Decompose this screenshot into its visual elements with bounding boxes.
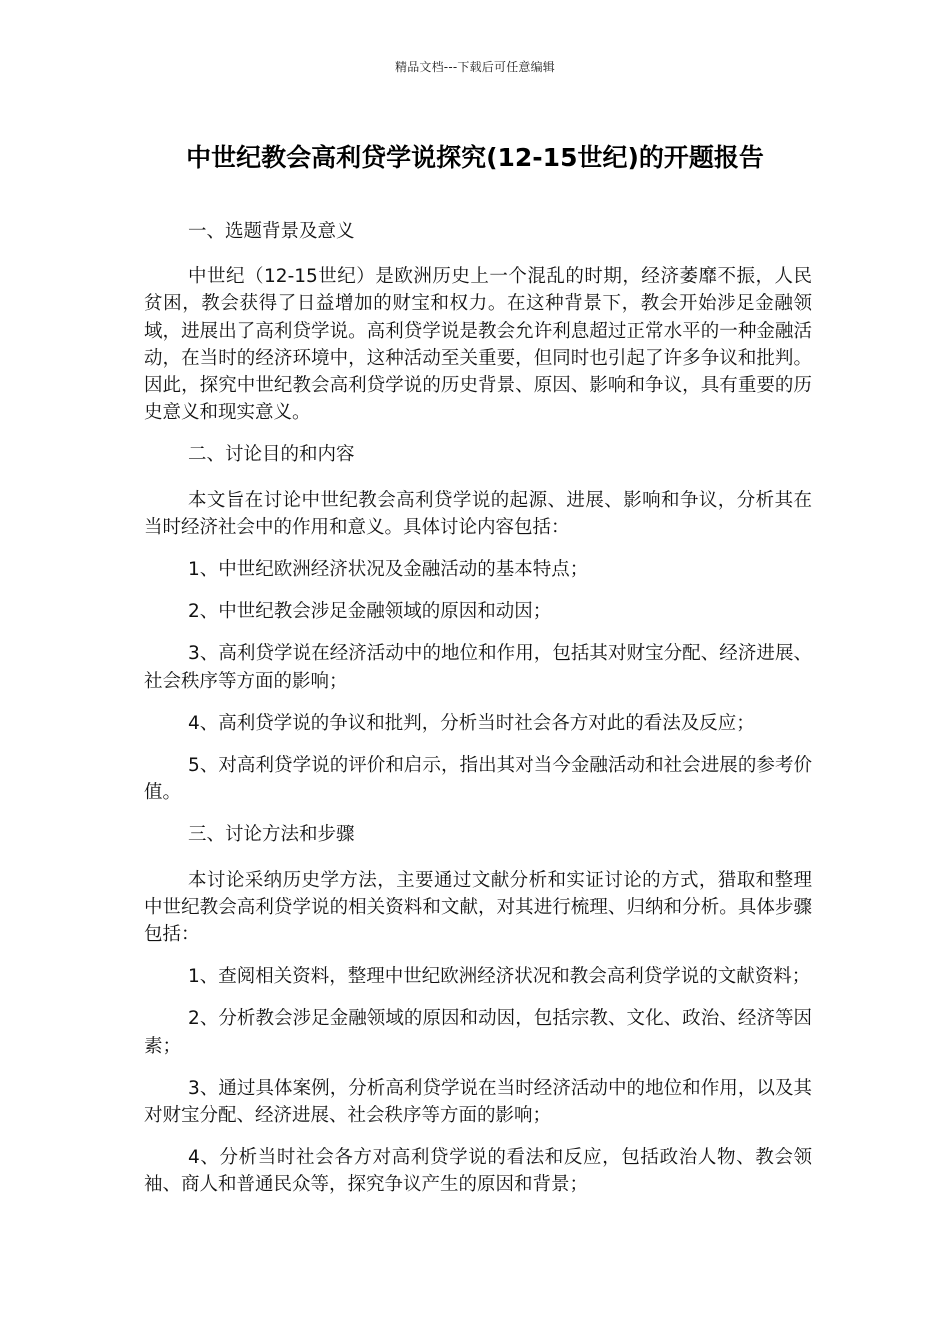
list-item: 2、分析教会涉足金融领域的原因和动因，包括宗教、文化、政治、经济等因素； <box>144 1008 812 1057</box>
paragraph-methods: 本讨论采纳历史学方法，主要通过文献分析和实证讨论的方式，猎取和整理中世纪教会高利贷学说的相关资料和文献，对其进行梳理、归纳和分析。具体步骤包括： <box>144 869 812 946</box>
list-item: 1、中世纪欧洲经济状况及金融活动的基本特点； <box>188 559 589 581</box>
list-item: 1、查阅相关资料，整理中世纪欧洲经济状况和教会高利贷学说的文献资料； <box>188 966 811 988</box>
paragraph-objectives: 本文旨在讨论中世纪教会高利贷学说的起源、进展、影响和争议，分析其在当时经济社会中的作用和意义。具体讨论内容包括： <box>144 489 812 538</box>
list-item: 4、高利贷学说的争议和批判，分析当时社会各方对此的看法及反应； <box>188 712 755 734</box>
list-item: 5、对高利贷学说的评价和启示，指出其对当今金融活动和社会进展的参考价值。 <box>144 755 812 804</box>
paragraph-background: 中世纪（12-15世纪）是欧洲历史上一个混乱的时期，经济萎靡不振，人民贫困，教会获得了日益增加的财宝和权力。在这种背景下，教会开始涉足金融领域，进展出了高利贷学说。高利贷学说是教会允许利息超过正常水平的一种金融活动，在当时的经济环境中，这种活动至关重要，但同时也引起了许多争议和批判。因此，探究中世纪教会高利贷学说的历史背景、原因、影响和争议，具有重要的历史意义和现实意义。 <box>144 266 812 424</box>
document-title: 中世纪教会高利贷学说探究(12-15世纪)的开题报告 <box>186 143 764 172</box>
list-item: 2、中世纪教会涉足金融领域的原因和动因； <box>188 601 552 623</box>
section-heading-2: 二、讨论目的和内容 <box>188 444 355 466</box>
section-heading-3: 三、讨论方法和步骤 <box>188 824 355 846</box>
header-note: 精品文档---下载后可任意编辑 <box>395 60 555 74</box>
list-item: 4、分析当时社会各方对高利贷学说的看法和反应，包括政治人物、教会领袖、商人和普通民众等，探究争议产生的原因和背景； <box>144 1147 812 1196</box>
list-item: 3、高利贷学说在经济活动中的地位和作用，包括其对财宝分配、经济进展、社会秩序等方面的影响； <box>144 643 812 692</box>
list-item: 3、通过具体案例，分析高利贷学说在当时经济活动中的地位和作用，以及其对财宝分配、经济进展、社会秩序等方面的影响； <box>144 1077 812 1127</box>
section-heading-1: 一、选题背景及意义 <box>188 221 355 242</box>
document-body <box>144 218 812 1214</box>
